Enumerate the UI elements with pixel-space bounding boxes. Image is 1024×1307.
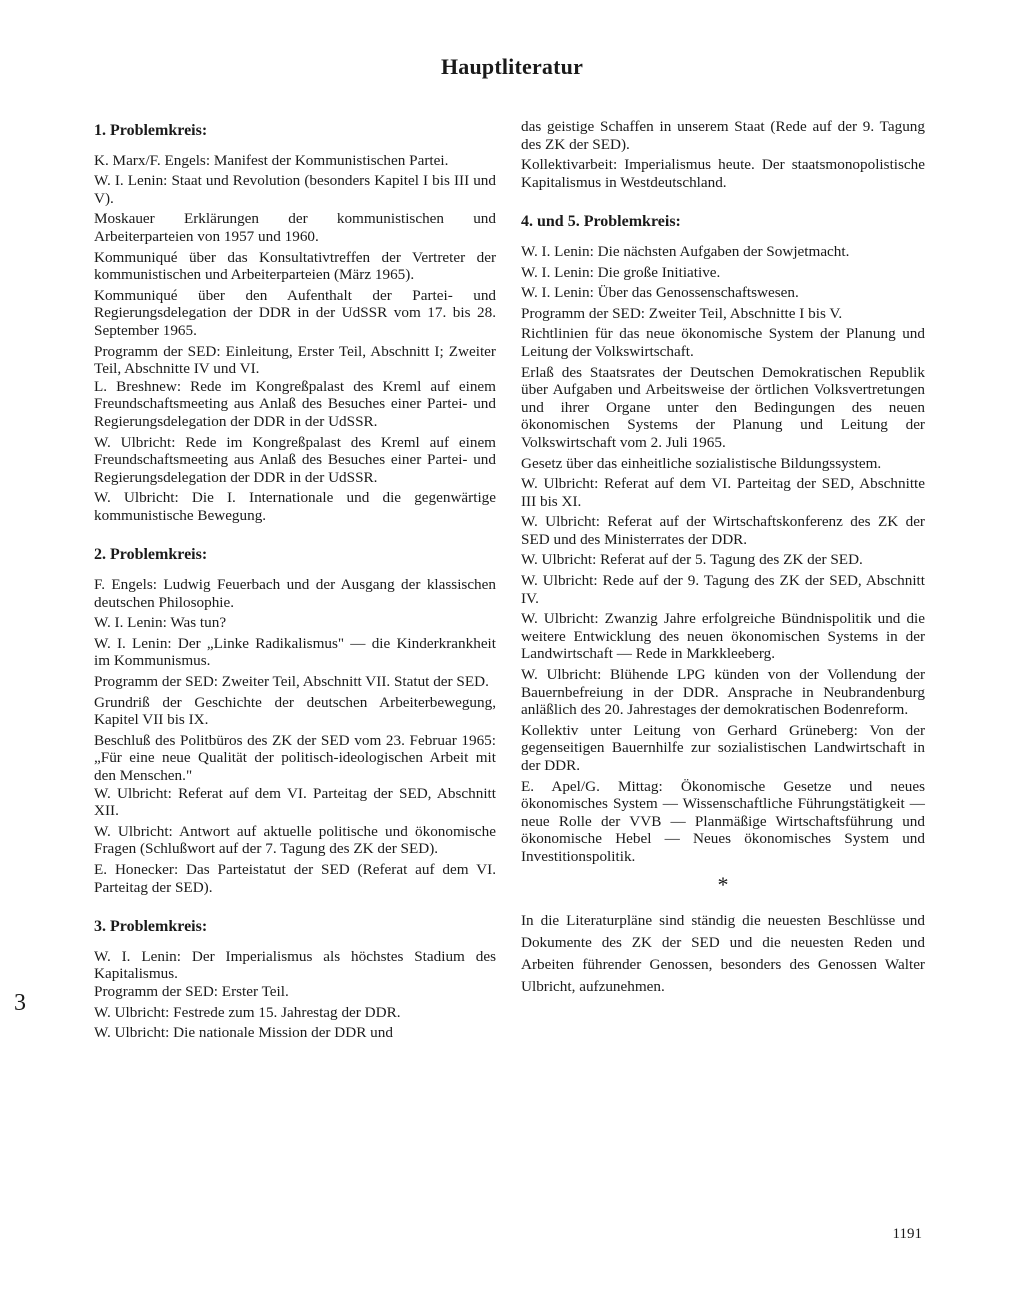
left-column — [94, 116, 496, 1045]
literature-entry: W. Ulbricht: Antwort auf aktuelle politische und ökonomische Fragen (Schlußwort auf der 7. Tagung des ZK der SED). — [94, 822, 496, 858]
literature-entry: L. Breshnew: Rede im Kongreßpalast des Kreml auf einem Freundschaftsmeeting aus Anlaß des Besuches einer Partei- und Regierungsdelegation der DDR in der UdSSR. — [94, 377, 496, 430]
literature-entry: W. Ulbricht: Festrede zum 15. Jahrestag der DDR. — [94, 1003, 401, 1021]
margin-mark: 3 — [14, 990, 26, 1016]
literature-entry: Programm der SED: Einleitung, Erster Teil, Abschnitt I; Zweiter Teil, Abschnitte IV und VI. — [94, 342, 496, 378]
literature-entry: W. Ulbricht: Referat auf dem VI. Parteitag der SED, Abschnitt XII. — [94, 784, 496, 820]
page-number: 1191 — [892, 1226, 922, 1242]
literature-entry: F. Engels: Ludwig Feuerbach und der Ausgang der klassischen deutschen Philosophie. — [94, 576, 496, 611]
literature-entry: Richtlinien für das neue ökonomische System der Planung und Leitung der Volkswirtschaft. — [521, 325, 925, 360]
literature-entry: W. I. Lenin: Über das Genossenschaftswesen. — [521, 284, 799, 302]
literature-entry: W. Ulbricht: Zwanzig Jahre erfolgreiche Bündnispolitik und die weitere Entwicklung des neuen ökonomischen Systems in der Landwirtschaft — Rede in Markkleeberg. — [521, 610, 925, 663]
literature-entry: Beschluß des Politbüros des ZK der SED vom 23. Februar 1965: „Für eine neue Qualität der politisch-ideologischen Arbeit mit den Menschen." — [94, 731, 496, 784]
literature-entry: W. Ulbricht: Die I. Internationale und die gegenwärtige kommunistische Bewegung. — [94, 489, 496, 524]
literature-entry: Programm der SED: Zweiter Teil, Abschnitt VII. Statut der SED. — [94, 673, 489, 691]
literature-entry: W. I. Lenin: Die nächsten Aufgaben der Sowjetmacht. — [521, 242, 850, 260]
literature-entry: W. Ulbricht: Referat auf dem VI. Parteitag der SED, Abschnitte III bis XI. — [521, 475, 925, 510]
literature-entry: E. Honecker: Das Parteistatut der SED (Referat auf dem VI. Parteitag der SED). — [94, 860, 496, 896]
section-separator: * — [717, 871, 729, 897]
literature-entry: W. Ulbricht: Rede auf der 9. Tagung des ZK der SED, Abschnitt IV. — [521, 572, 925, 607]
closing-note: In die Literaturpläne sind ständig die neuesten Beschlüsse und Dokumente des ZK der SED und die neuesten Reden und Arbeiten führender Genossen, besonders des Genossen Walter Ulbricht, aufzunehmen. — [521, 911, 925, 995]
literature-entry: Kommuniqué über das Konsultativtreffen der Vertreter der kommunistischen und Arbeiterparteien (März 1965). — [94, 248, 496, 284]
literature-entry: Programm der SED: Zweiter Teil, Abschnitte I bis V. — [521, 304, 843, 322]
literature-entry: Kollektiv unter Leitung von Gerhard Grüneberg: Von der gegenseitigen Bauernhilfe zur sozialistischen Landwirtschaft in der DDR. — [521, 721, 925, 774]
literature-entry: W. I. Lenin: Die große Initiative. — [521, 263, 721, 281]
literature-entry: das geistige Schaffen in unserem Staat (Rede auf der 9. Tagung des ZK der SED). — [521, 118, 925, 153]
literature-entry: E. Apel/G. Mittag: Ökonomische Gesetze und neues ökonomisches System — Wissenschaftliche Führungstätigkeit — neue Rolle der VVB — Planmäßige Wirtschaftsführung und ökonomische Hebel — Neues ökonomisches System und Investitionspolitik. — [521, 777, 925, 865]
literature-entry: W. I. Lenin: Der Imperialismus als höchstes Stadium des Kapitalismus. — [94, 947, 496, 983]
literature-entry: W. I. Lenin: Der „Linke Radikalismus" — die Kinderkrankheit im Kommunismus. — [94, 634, 496, 670]
right-column — [521, 118, 925, 998]
section-heading: 4. und 5. Problemkreis: — [521, 213, 681, 231]
literature-entry: W. Ulbricht: Blühende LPG künden von der Vollendung der Bauernbefreiung in der DDR. Ansprache in Neubrandenburg anläßlich des 20. Jahrestages der demokratischen Bodenreform. — [521, 666, 925, 719]
section-heading: 2. Problemkreis: — [94, 546, 208, 564]
literature-entry: Programm der SED: Erster Teil. — [94, 982, 289, 1000]
literature-entry: Erlaß des Staatsrates der Deutschen Demokratischen Republik über Aufgaben und Arbeitsweise der örtlichen Volksvertretungen und ihrer Organe unter den Bedingungen des neuen ökonomischen Systems der Planung und Leitung der Volkswirtschaft vom 2. Juli 1965. — [521, 363, 925, 451]
page-title: Hauptliteratur — [440, 54, 584, 79]
literature-entry: Gesetz über das einheitliche sozialistische Bildungssystem. — [521, 454, 882, 472]
literature-entry: W. Ulbricht: Die nationale Mission der DDR und — [94, 1024, 393, 1042]
literature-entry: W. I. Lenin: Staat und Revolution (besonders Kapitel I bis III und V). — [94, 172, 496, 207]
literature-entry: W. Ulbricht: Referat auf der 5. Tagung des ZK der SED. — [521, 551, 863, 569]
literature-entry: Moskauer Erklärungen der kommunistischen und Arbeiterparteien von 1957 und 1960. — [94, 210, 496, 245]
literature-entry: Kommuniqué über den Aufenthalt der Partei- und Regierungsdelegation der DDR in der UdSSR vom 17. bis 28. September 1965. — [94, 286, 496, 339]
literature-entry: W. Ulbricht: Referat auf der Wirtschaftskonferenz des ZK der SED und des Ministerrates der DDR. — [521, 513, 925, 548]
literature-entry: K. Marx/F. Engels: Manifest der Kommunistischen Partei. — [94, 151, 449, 169]
literature-entry: Grundriß der Geschichte der deutschen Arbeiterbewegung, Kapitel VII bis IX. — [94, 693, 496, 729]
section-heading: 1. Problemkreis: — [94, 122, 208, 139]
section-heading: 3. Problemkreis: — [94, 918, 208, 936]
literature-entry: W. Ulbricht: Rede im Kongreßpalast des Kreml auf einem Freundschaftsmeeting aus Anlaß des Besuches einer Partei- und Regierungsdelegation der DDR in der UdSSR. — [94, 433, 496, 486]
literature-entry: W. I. Lenin: Was tun? — [94, 614, 227, 632]
literature-entry: Kollektivarbeit: Imperialismus heute. Der staatsmonopolistische Kapitalismus in Westdeutschland. — [521, 156, 925, 191]
